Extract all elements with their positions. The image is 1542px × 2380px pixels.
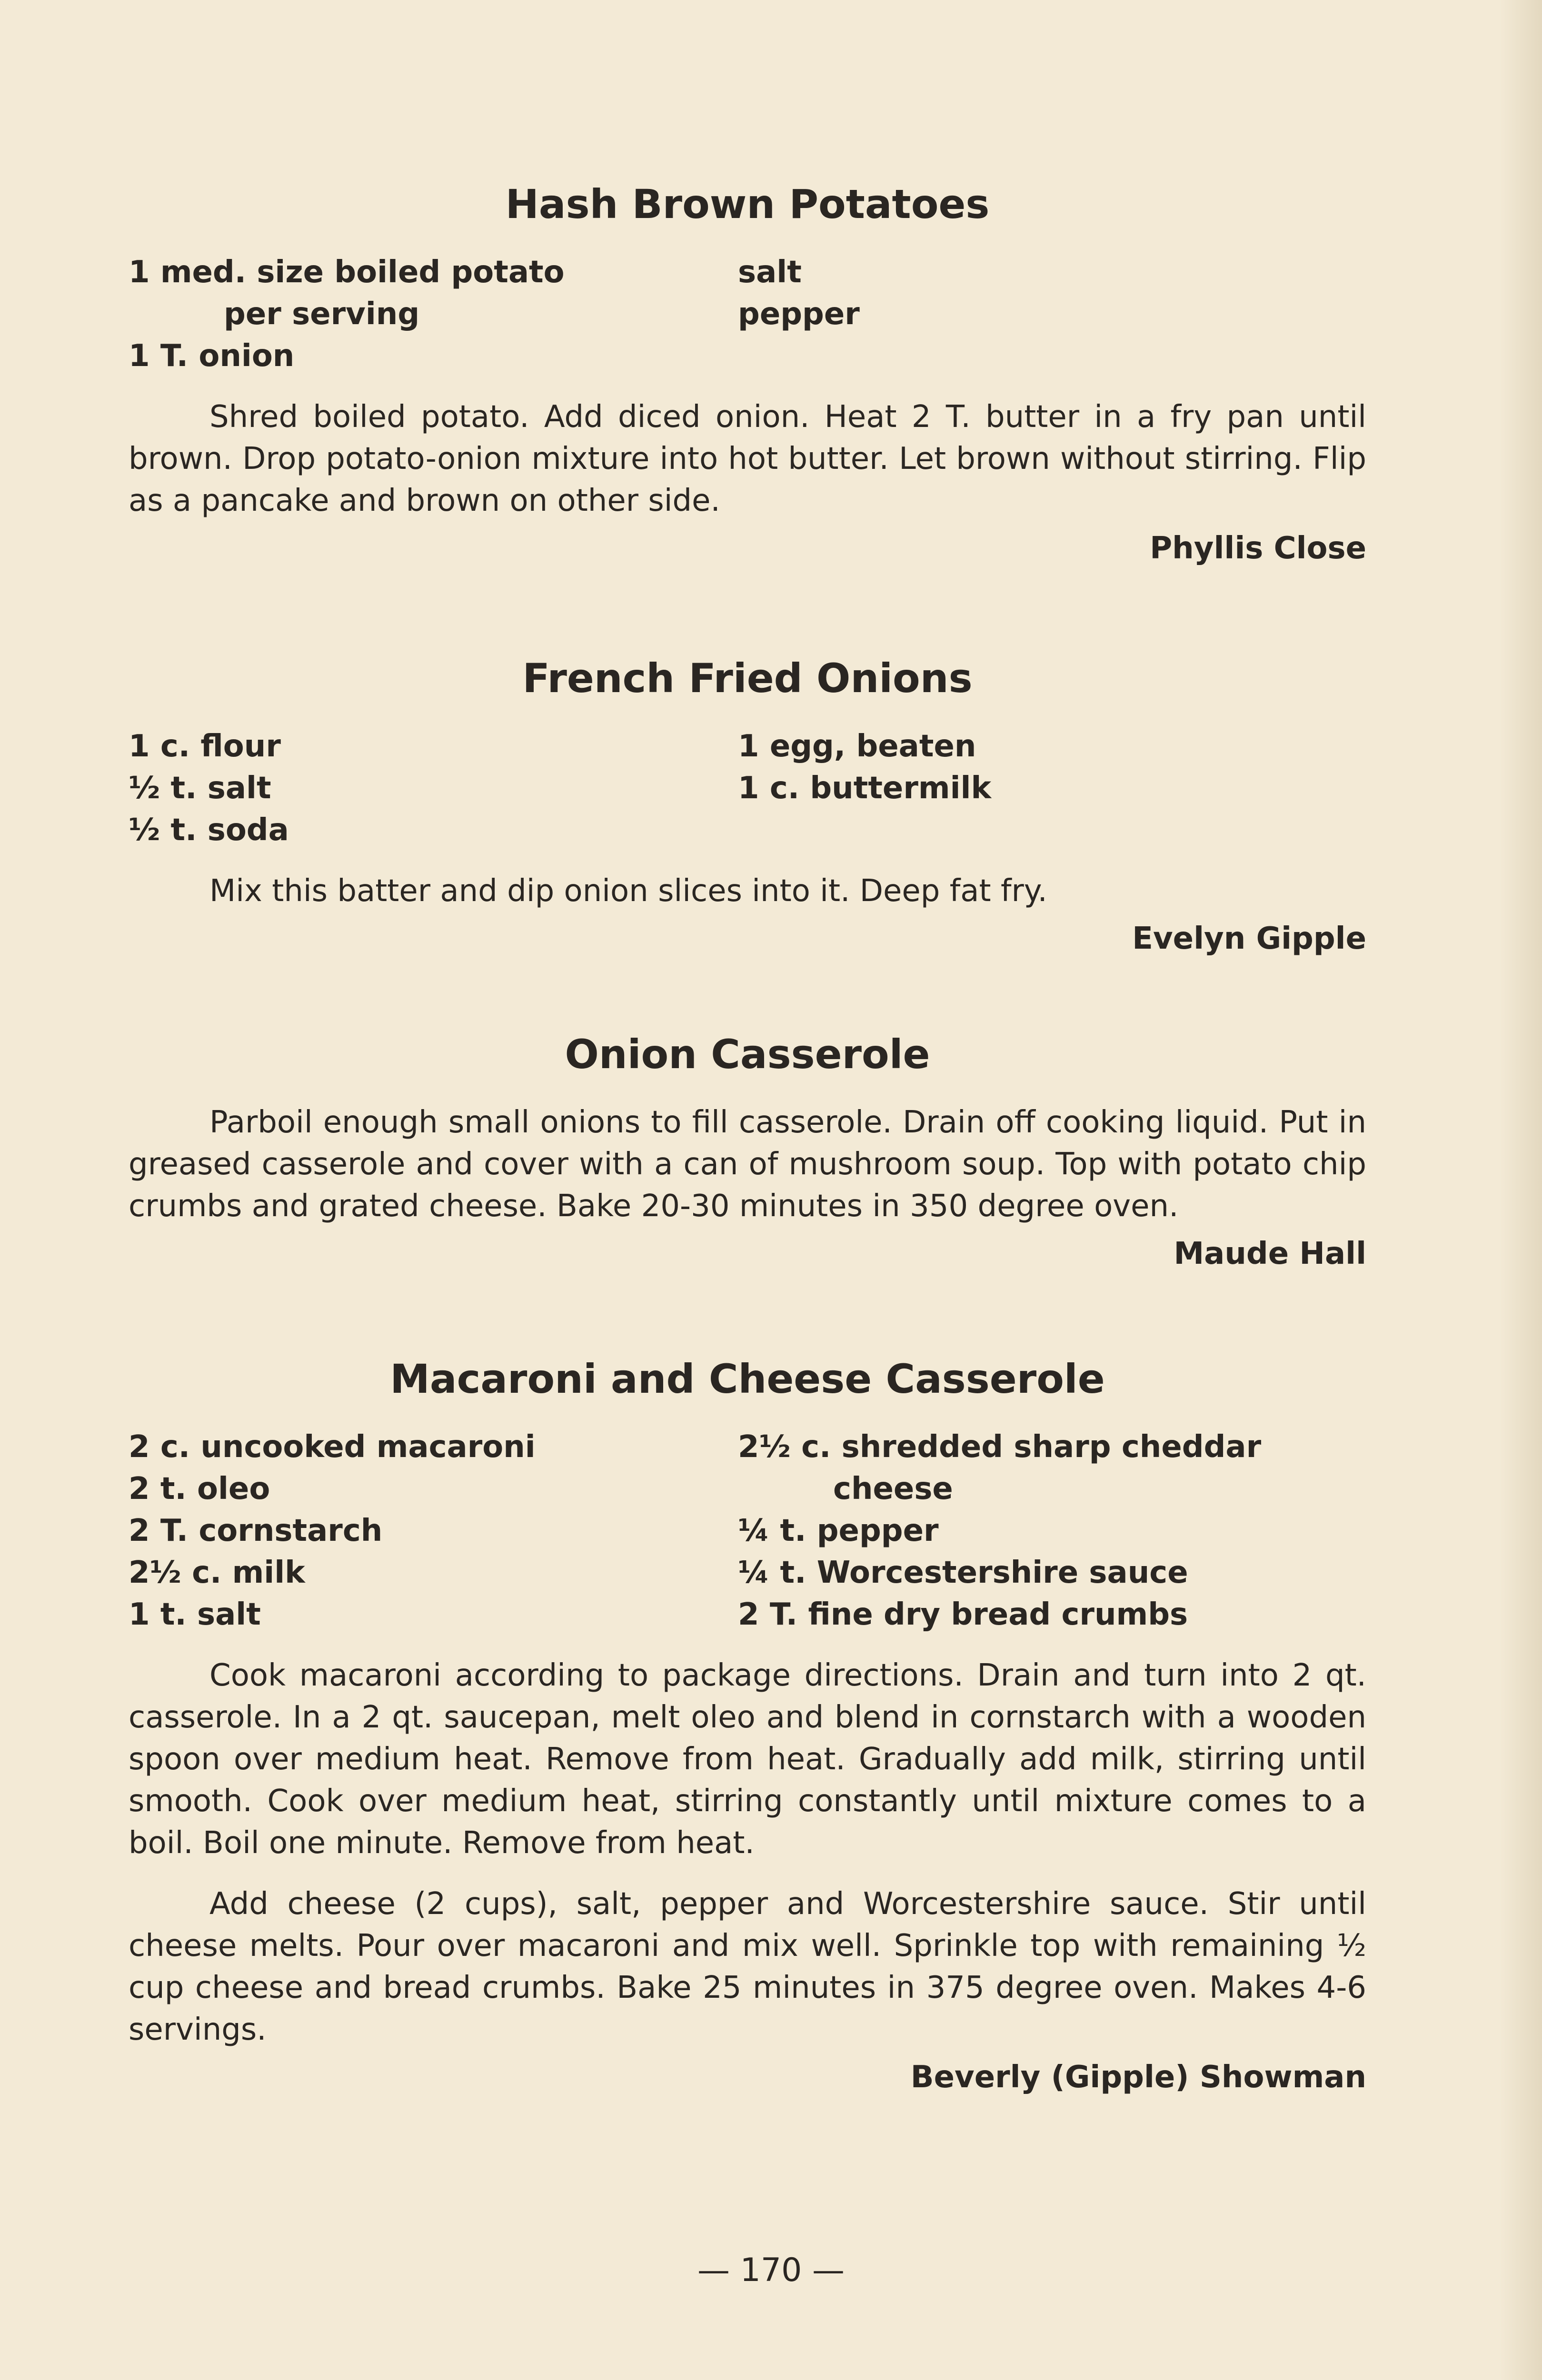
- recipe-directions: Shred boiled potato. Add diced onion. Heat 2 T. butter in a fry pan until brown. Drop potato-onion mixture into hot butter. Let brown without stirring. Flip as a pancake and brown on other side.: [129, 399, 1366, 518]
- recipe-directions: Parboil enough small onions to fill casserole. Drain off cooking liquid. Put in greased casserole and cover with a can of mushroom soup. Top with potato chip crumbs and grated cheese. Bake 20-30 minutes in 350 degree oven.: [129, 1105, 1366, 1224]
- recipe-author: Evelyn Gipple: [1132, 921, 1366, 956]
- ingredient-list: [129, 725, 1366, 851]
- ingredient-column-right: [738, 1426, 1366, 1636]
- ingredient: 1 t. salt: [129, 1597, 261, 1632]
- ingredient-column-left: [129, 251, 738, 377]
- ingredient: 2 t. oleo: [129, 1471, 270, 1507]
- ingredient: ¼ t. pepper: [738, 1513, 939, 1548]
- ingredient: cheese: [833, 1471, 953, 1507]
- ingredient: 2½ c. shredded sharp cheddar: [738, 1429, 1262, 1465]
- recipe-author: Phyllis Close: [1150, 531, 1366, 566]
- recipe-directions: Cook macaroni according to package directions. Drain and turn into 2 qt. casserole. In a 2 qt. saucepan, melt oleo and blend in cornstarch with a wooden spoon over medium heat. Remove from heat. Gradually add milk, stirring until smooth. Cook over medium heat, stirring constantly until mixture comes to a boil. Boil one minute. Remove from heat.: [129, 1658, 1366, 1861]
- ingredient: 1 egg, beaten: [738, 729, 976, 764]
- ingredient: 1 T. onion: [129, 338, 295, 374]
- page-number: — 170 —: [697, 2251, 845, 2289]
- recipe-title: Macaroni and Cheese Casserole: [390, 1356, 1105, 1402]
- recipe-author: Maude Hall: [1174, 1236, 1366, 1271]
- recipe-directions: Mix this batter and dip onion slices into it. Deep fat fry.: [209, 873, 1047, 909]
- ingredient: 2½ c. milk: [129, 1555, 305, 1590]
- ingredient: ¼ t. Worcestershire sauce: [738, 1555, 1188, 1590]
- ingredient: pepper: [738, 297, 860, 332]
- cookbook-page: [129, 181, 1366, 2098]
- recipe-author: Beverly (Gipple) Showman: [910, 2060, 1366, 2095]
- ingredient: per serving: [224, 297, 420, 332]
- recipe-title: Onion Casserole: [565, 1031, 930, 1078]
- recipe-directions: Add cheese (2 cups), salt, pepper and Worcestershire sauce. Stir until cheese melts. Pour over macaroni and mix well. Sprinkle top with remaining ½ cup cheese and bread crumbs. Bake 25 minutes in 375 degree oven. Makes 4-6 servings.: [129, 1886, 1366, 2047]
- page-edge-shadow: [1499, 0, 1542, 2380]
- ingredient: ½ t. salt: [129, 771, 271, 806]
- ingredient-column-left: [129, 725, 738, 851]
- ingredient-column-left: [129, 1426, 738, 1636]
- recipe-onion-casserole: [129, 1031, 1366, 1275]
- ingredient: ½ t. soda: [129, 813, 289, 848]
- ingredient-column-right: [738, 725, 1366, 851]
- recipe-french-fried-onions: [129, 655, 1366, 960]
- recipe-title: Hash Brown Potatoes: [505, 181, 990, 228]
- recipe-title: French Fried Onions: [522, 655, 973, 702]
- ingredient-list: [129, 251, 1366, 377]
- ingredient: 1 c. flour: [129, 729, 281, 764]
- ingredient: 2 T. cornstarch: [129, 1513, 383, 1548]
- ingredient: 1 c. buttermilk: [738, 771, 991, 806]
- ingredient: 2 c. uncooked macaroni: [129, 1429, 536, 1465]
- recipe-hash-brown-potatoes: [129, 181, 1366, 569]
- ingredient: 1 med. size boiled potato: [129, 255, 565, 290]
- ingredient: salt: [738, 255, 802, 290]
- ingredient-column-right: [738, 251, 1366, 377]
- ingredient: 2 T. fine dry bread crumbs: [738, 1597, 1188, 1632]
- ingredient-list: [129, 1426, 1366, 1636]
- recipe-macaroni-and-cheese-casserole: [129, 1356, 1366, 2098]
